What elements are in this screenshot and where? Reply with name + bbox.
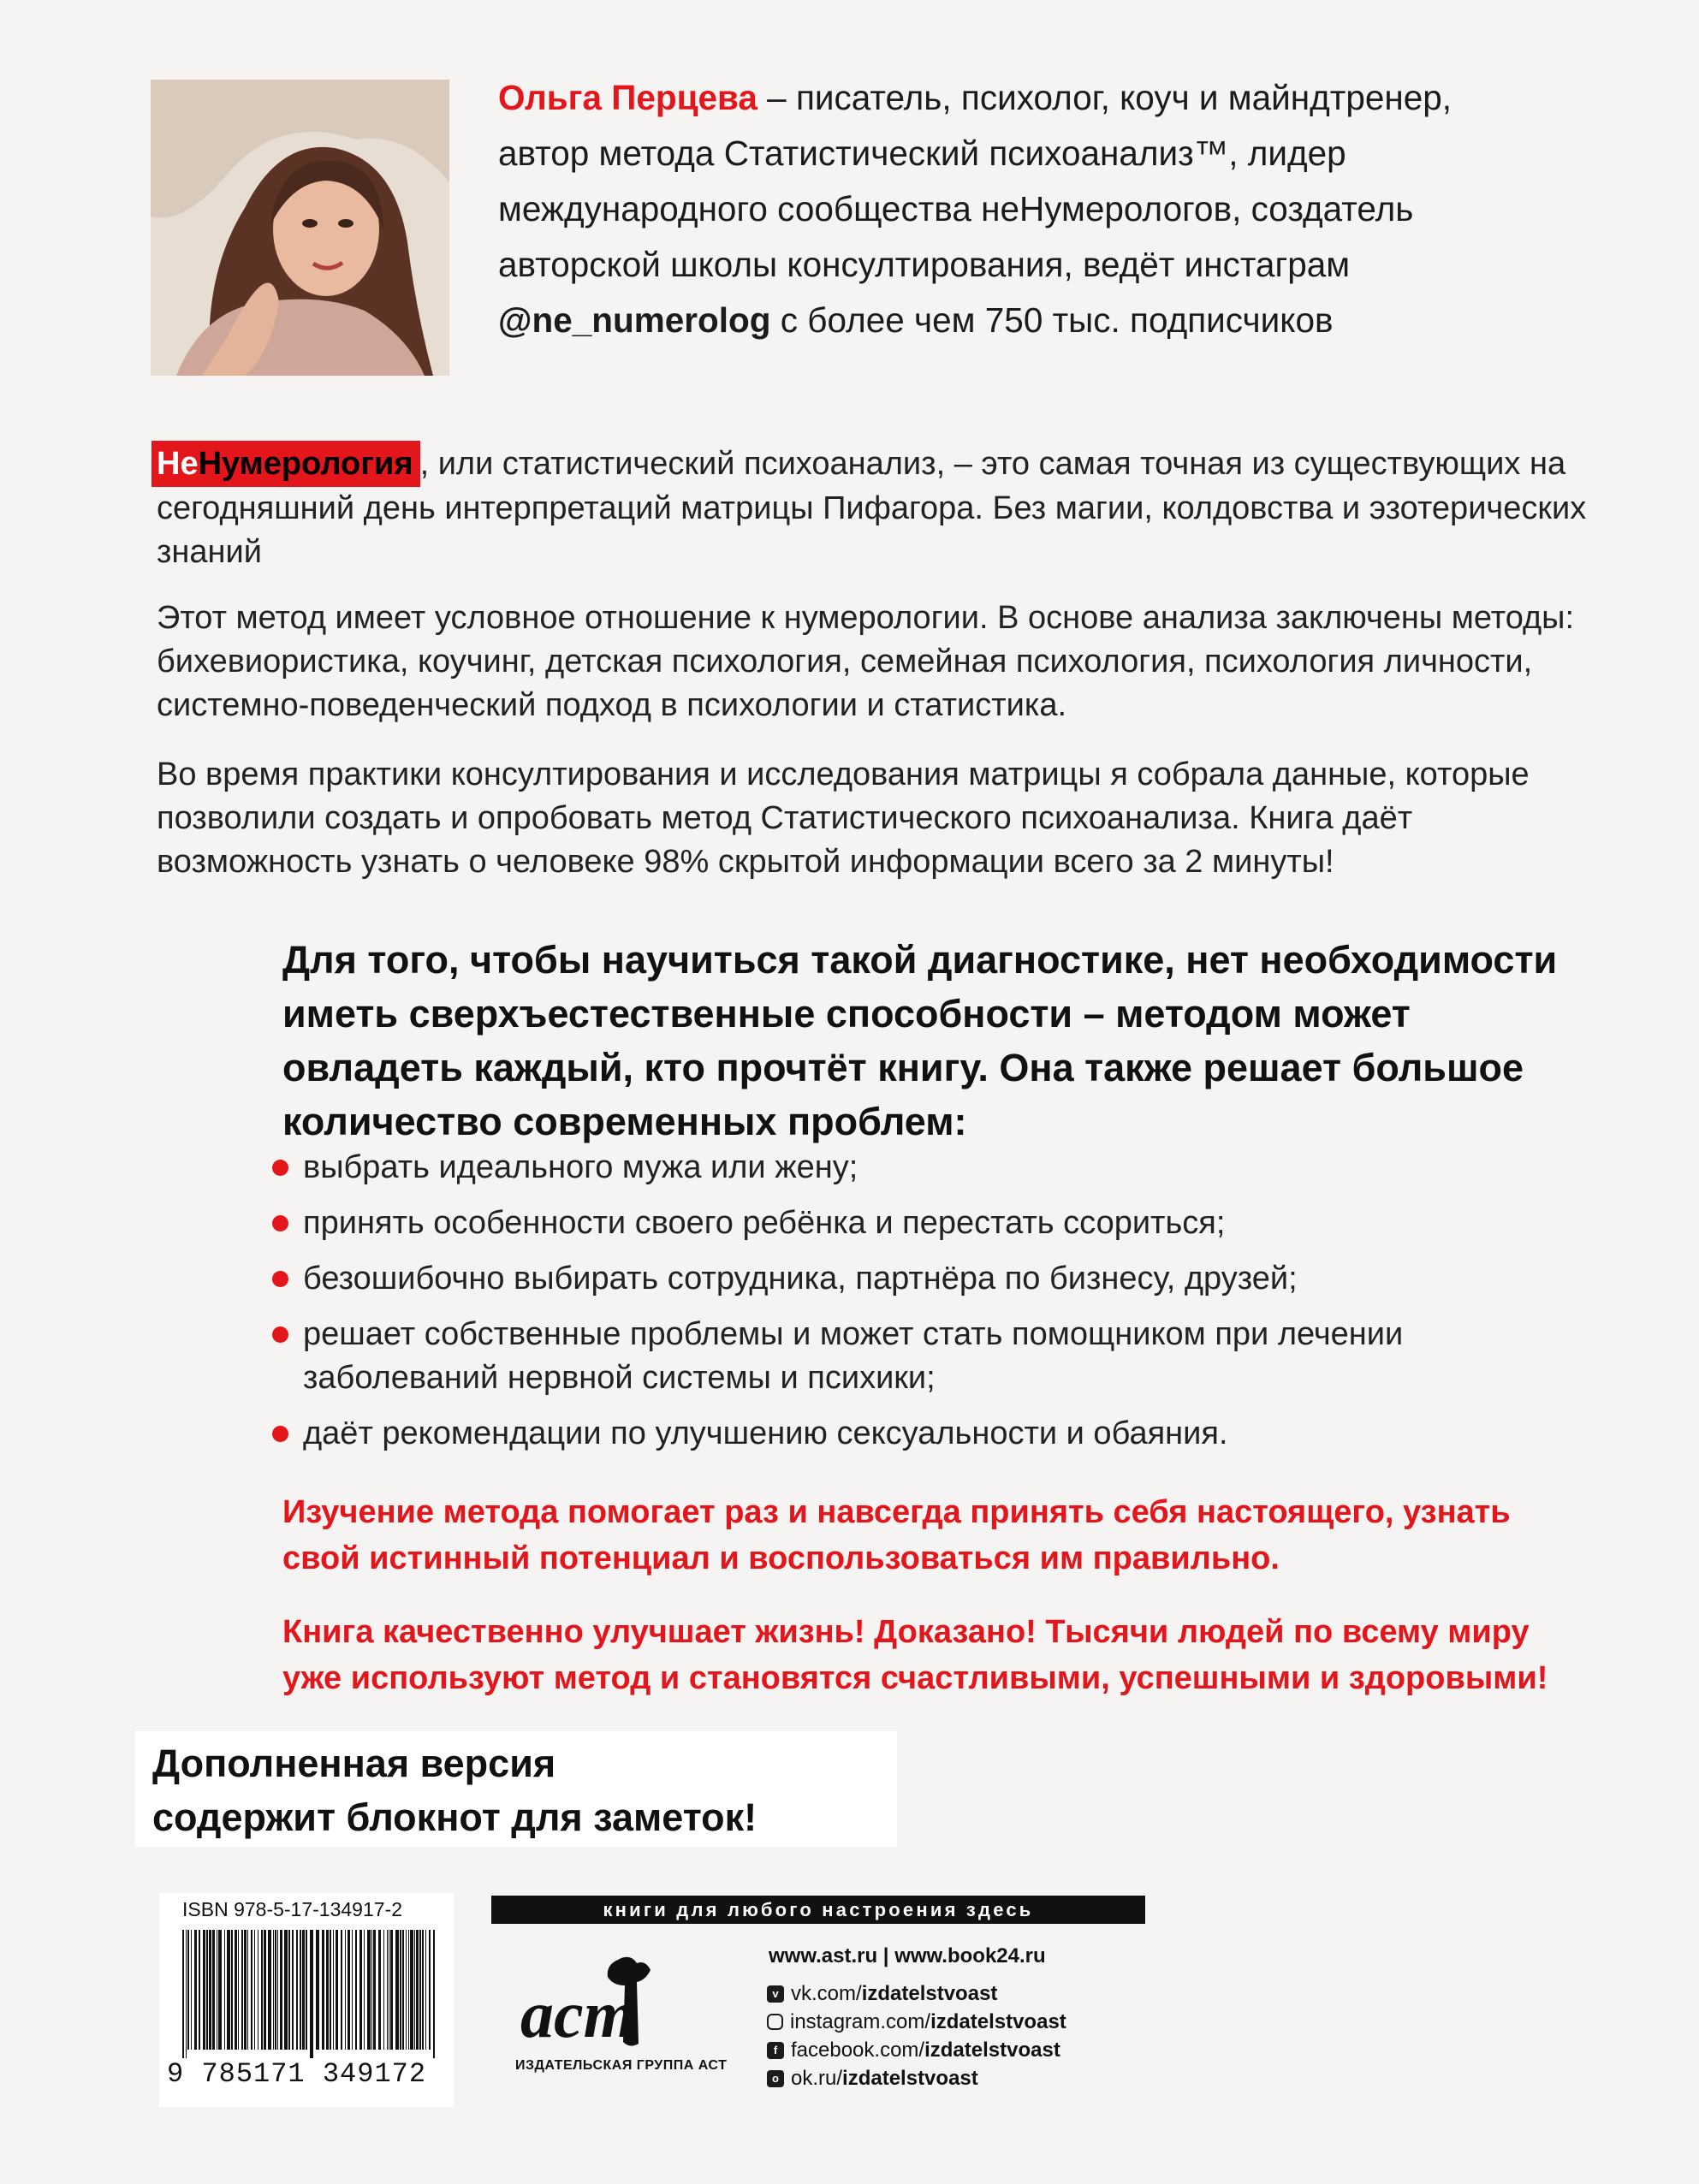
barcode-bar: [182, 1930, 184, 2058]
bullet-dot-icon: [272, 1326, 288, 1343]
barcode-bar: [302, 1930, 305, 2050]
social-link-instagram[interactable]: [767, 2008, 1066, 2036]
red-statement-2: Книга качественно улучшает жизнь! Доказано! Тысячи людей по всему миру уже используют метод и становятся счастливыми, успешными и здоровыми!: [282, 1614, 1548, 1696]
barcode-bar: [433, 1930, 435, 2058]
barcode-bar: [378, 1930, 381, 2050]
barcode-bar: [352, 1930, 353, 2050]
barcode-bar: [296, 1930, 298, 2050]
barcode-bar: [231, 1930, 233, 2050]
title-tag-numerology: Нумерология: [198, 446, 413, 482]
title-tag-ne: Не: [157, 446, 199, 482]
barcode-bar: [275, 1930, 276, 2050]
bio-tail: с более чем 750 тыс. подписчиков: [770, 300, 1334, 340]
barcode-bar: [341, 1930, 342, 2050]
barcode-bar: [390, 1930, 393, 2050]
barcode-bar: [400, 1930, 401, 2050]
barcode-bar: [359, 1930, 362, 2050]
barcode-digits: 9 785171 349172: [167, 2058, 427, 2090]
barcode-bar: [425, 1930, 426, 2050]
publisher-caption: ИЗДАТЕЛЬСКАЯ ГРУППА АСТ: [515, 2058, 728, 2073]
instagram-icon: [767, 2014, 783, 2030]
barcode-bar: [402, 1930, 404, 2050]
barcode-bar: [345, 1930, 346, 2050]
list-item: [270, 1202, 1606, 1245]
barcode-bar: [348, 1930, 350, 2050]
publisher-websites[interactable]: www.ast.ru | www.book24.ru: [769, 1944, 1046, 1967]
barcode-bar: [268, 1930, 271, 2050]
barcode-bar: [212, 1930, 215, 2050]
list-item: [270, 1313, 1606, 1400]
lead-text: Для того, чтобы научиться такой диагностике, нет необходимости иметь сверхъестественные способности – методом может овладеть каждый, кто прочтёт книгу. Она также решает большое количество современных проблем:: [282, 938, 1558, 1143]
list-item: [270, 1412, 1606, 1456]
author-photo: [151, 80, 449, 376]
edition-note-text: [152, 1736, 757, 1844]
barcode-bar: [206, 1930, 208, 2050]
barcode-bar: [187, 1930, 189, 2050]
barcode-bar: [280, 1930, 282, 2050]
barcode-bar: [408, 1930, 409, 2050]
social-handle: izdatelstvoast: [842, 2067, 978, 2090]
barcode-bar: [277, 1930, 278, 2050]
barcode-bar: [429, 1930, 431, 2050]
social-link-odnoklassniki[interactable]: [767, 2064, 1066, 2092]
barcode-bar: [410, 1930, 413, 2050]
barcode-bar: [395, 1930, 399, 2050]
social-handle: izdatelstvoast: [861, 1982, 998, 2005]
barcode-bar: [261, 1930, 263, 2050]
barcode-bar: [224, 1930, 225, 2050]
barcode-bar: [194, 1930, 197, 2050]
barcode-bar: [251, 1930, 252, 2050]
barcode-bar: [241, 1930, 243, 2050]
barcode-bar: [306, 1930, 307, 2050]
social-link-vk[interactable]: [767, 1979, 1066, 2008]
bio-line-4: авторской школы консултирования, ведёт инстаграм: [498, 245, 1351, 284]
barcode-bar: [406, 1930, 407, 2050]
list-item-text: даёт рекомендации по улучшению сексуальности и обаяния.: [303, 1415, 1228, 1451]
intro-paragraph-1-text: , или статистический психоанализ, – это самая точная из существующих на сегодняшний день интерпретаций матрицы Пифагора. Без магии, колдовства и эзотерических знаний: [157, 446, 1587, 570]
barcode-bar: [235, 1930, 237, 2050]
logo-lettering: аст: [520, 1977, 636, 2051]
barcode-bar: [186, 1930, 187, 2058]
edition-note-line-2: содержит блокнот для заметок!: [152, 1795, 757, 1839]
barcode-bar: [300, 1930, 301, 2050]
barcode-bar: [264, 1930, 266, 2050]
barcode-bar: [191, 1930, 192, 2050]
barcode-bar: [414, 1930, 415, 2050]
barcode-bar: [254, 1930, 255, 2050]
barcode-bar: [416, 1930, 419, 2050]
barcode-bar: [322, 1930, 324, 2050]
barcode-bar: [355, 1930, 357, 2050]
barcode-bar: [244, 1930, 247, 2050]
list-item-text: безошибочно выбирать сотрудника, партнёра по бизнесу, друзей;: [303, 1261, 1298, 1297]
barcode-bar: [364, 1930, 365, 2050]
edition-note-box: [135, 1731, 897, 1847]
author-name: Ольга Перцева: [498, 78, 757, 117]
intro-paragraph-1: [157, 441, 1603, 574]
barcode-bar: [419, 1930, 421, 2050]
barcode-bar: [383, 1930, 384, 2050]
ast-logo-icon: [517, 1951, 671, 2054]
social-handle: izdatelstvoast: [930, 2010, 1066, 2033]
odnoklassniki-icon: o: [767, 2070, 784, 2087]
author-bio: [498, 70, 1508, 348]
list-item-text: решает собственные проблемы и может стать помощником при лечении заболеваний нервной системы и психики;: [303, 1316, 1404, 1396]
barcode-bars: [182, 1930, 439, 2058]
title-tag: [151, 441, 420, 487]
list-item: [270, 1146, 1606, 1190]
red-statement-1: Изучение метода помогает раз и навсегда принять себя настоящего, узнать свой истинный потенциал и воспользоваться им правильно.: [282, 1494, 1511, 1576]
list-item-text: выбрать идеального мужа или жену;: [303, 1149, 858, 1185]
barcode-bar: [373, 1930, 376, 2050]
barcode-bar: [199, 1930, 200, 2050]
publisher-slogan: книги для любого настроения здесь: [491, 1896, 1145, 1924]
barcode-bar: [336, 1930, 338, 2050]
list-item: [270, 1257, 1606, 1301]
isbn-number: ISBN 978-5-17-134917-2: [182, 1898, 402, 1920]
bullet-dot-icon: [272, 1426, 288, 1442]
list-item-text: принять особенности своего ребёнка и перестать ссориться;: [303, 1205, 1226, 1241]
bullet-dot-icon: [272, 1160, 288, 1176]
barcode-bar: [203, 1930, 205, 2050]
barcode-bar: [247, 1930, 248, 2050]
barcode-bar: [292, 1930, 294, 2050]
bullet-dot-icon: [272, 1271, 288, 1287]
barcode-bar: [326, 1930, 329, 2050]
social-prefix: ok.ru/: [791, 2067, 843, 2090]
bio-line-3: международного сообщества неНумерологов, создатель: [498, 189, 1414, 228]
barcode-bar: [333, 1930, 334, 2050]
facebook-icon: f: [767, 2042, 784, 2059]
social-prefix: facebook.com/: [791, 2039, 925, 2062]
barcode-bar: [316, 1930, 319, 2050]
barcode-bar: [284, 1930, 288, 2050]
barcode-bar: [330, 1930, 331, 2050]
barcode-bar: [310, 1930, 313, 2058]
edition-note-line-1: Дополненная версия: [152, 1742, 556, 1785]
social-link-facebook[interactable]: [767, 2036, 1066, 2064]
barcode-bar: [422, 1930, 424, 2050]
barcode-bar: [227, 1930, 230, 2050]
barcode-bar: [209, 1930, 211, 2050]
social-links: [767, 1979, 1066, 2092]
barcode-bar: [288, 1930, 290, 2050]
intro-paragraph-2: Этот метод имеет условное отношение к нумерологии. В основе анализа заключены методы: бихевиористика, коучинг, детская психология, семейная психология, психология личности, системно-поведенческий подход в психологии и статистика.: [157, 600, 1575, 723]
instagram-handle: @ne_numerolog: [498, 300, 771, 340]
barcode-bar: [367, 1930, 371, 2050]
vk-icon: v: [767, 1985, 784, 2003]
social-prefix: vk.com/: [791, 1982, 862, 2005]
barcode-bar: [387, 1930, 388, 2050]
social-handle: izdatelstvoast: [924, 2039, 1060, 2062]
bio-line-1: – писатель, психолог, коуч и майндтренер,: [757, 78, 1452, 117]
bio-line-2: автор метода Статистический психоанализ™, лидер: [498, 134, 1346, 173]
bullet-dot-icon: [272, 1215, 288, 1231]
barcode-bar: [238, 1930, 239, 2050]
barcode-bar: [218, 1930, 222, 2050]
barcode-bar: [371, 1930, 372, 2050]
barcode-bar: [273, 1930, 274, 2050]
benefits-list: [270, 1146, 1606, 1468]
intro-paragraph-3: Во время практики консултирования и исследования матрицы я собрала данные, которые позволили создать и опробовать метод Статистического психоанализа. Книга даёт возможность узнать о человеке 98% скрытой информации всего за 2 минуты!: [157, 757, 1530, 880]
social-prefix: instagram.com/: [790, 2010, 931, 2033]
